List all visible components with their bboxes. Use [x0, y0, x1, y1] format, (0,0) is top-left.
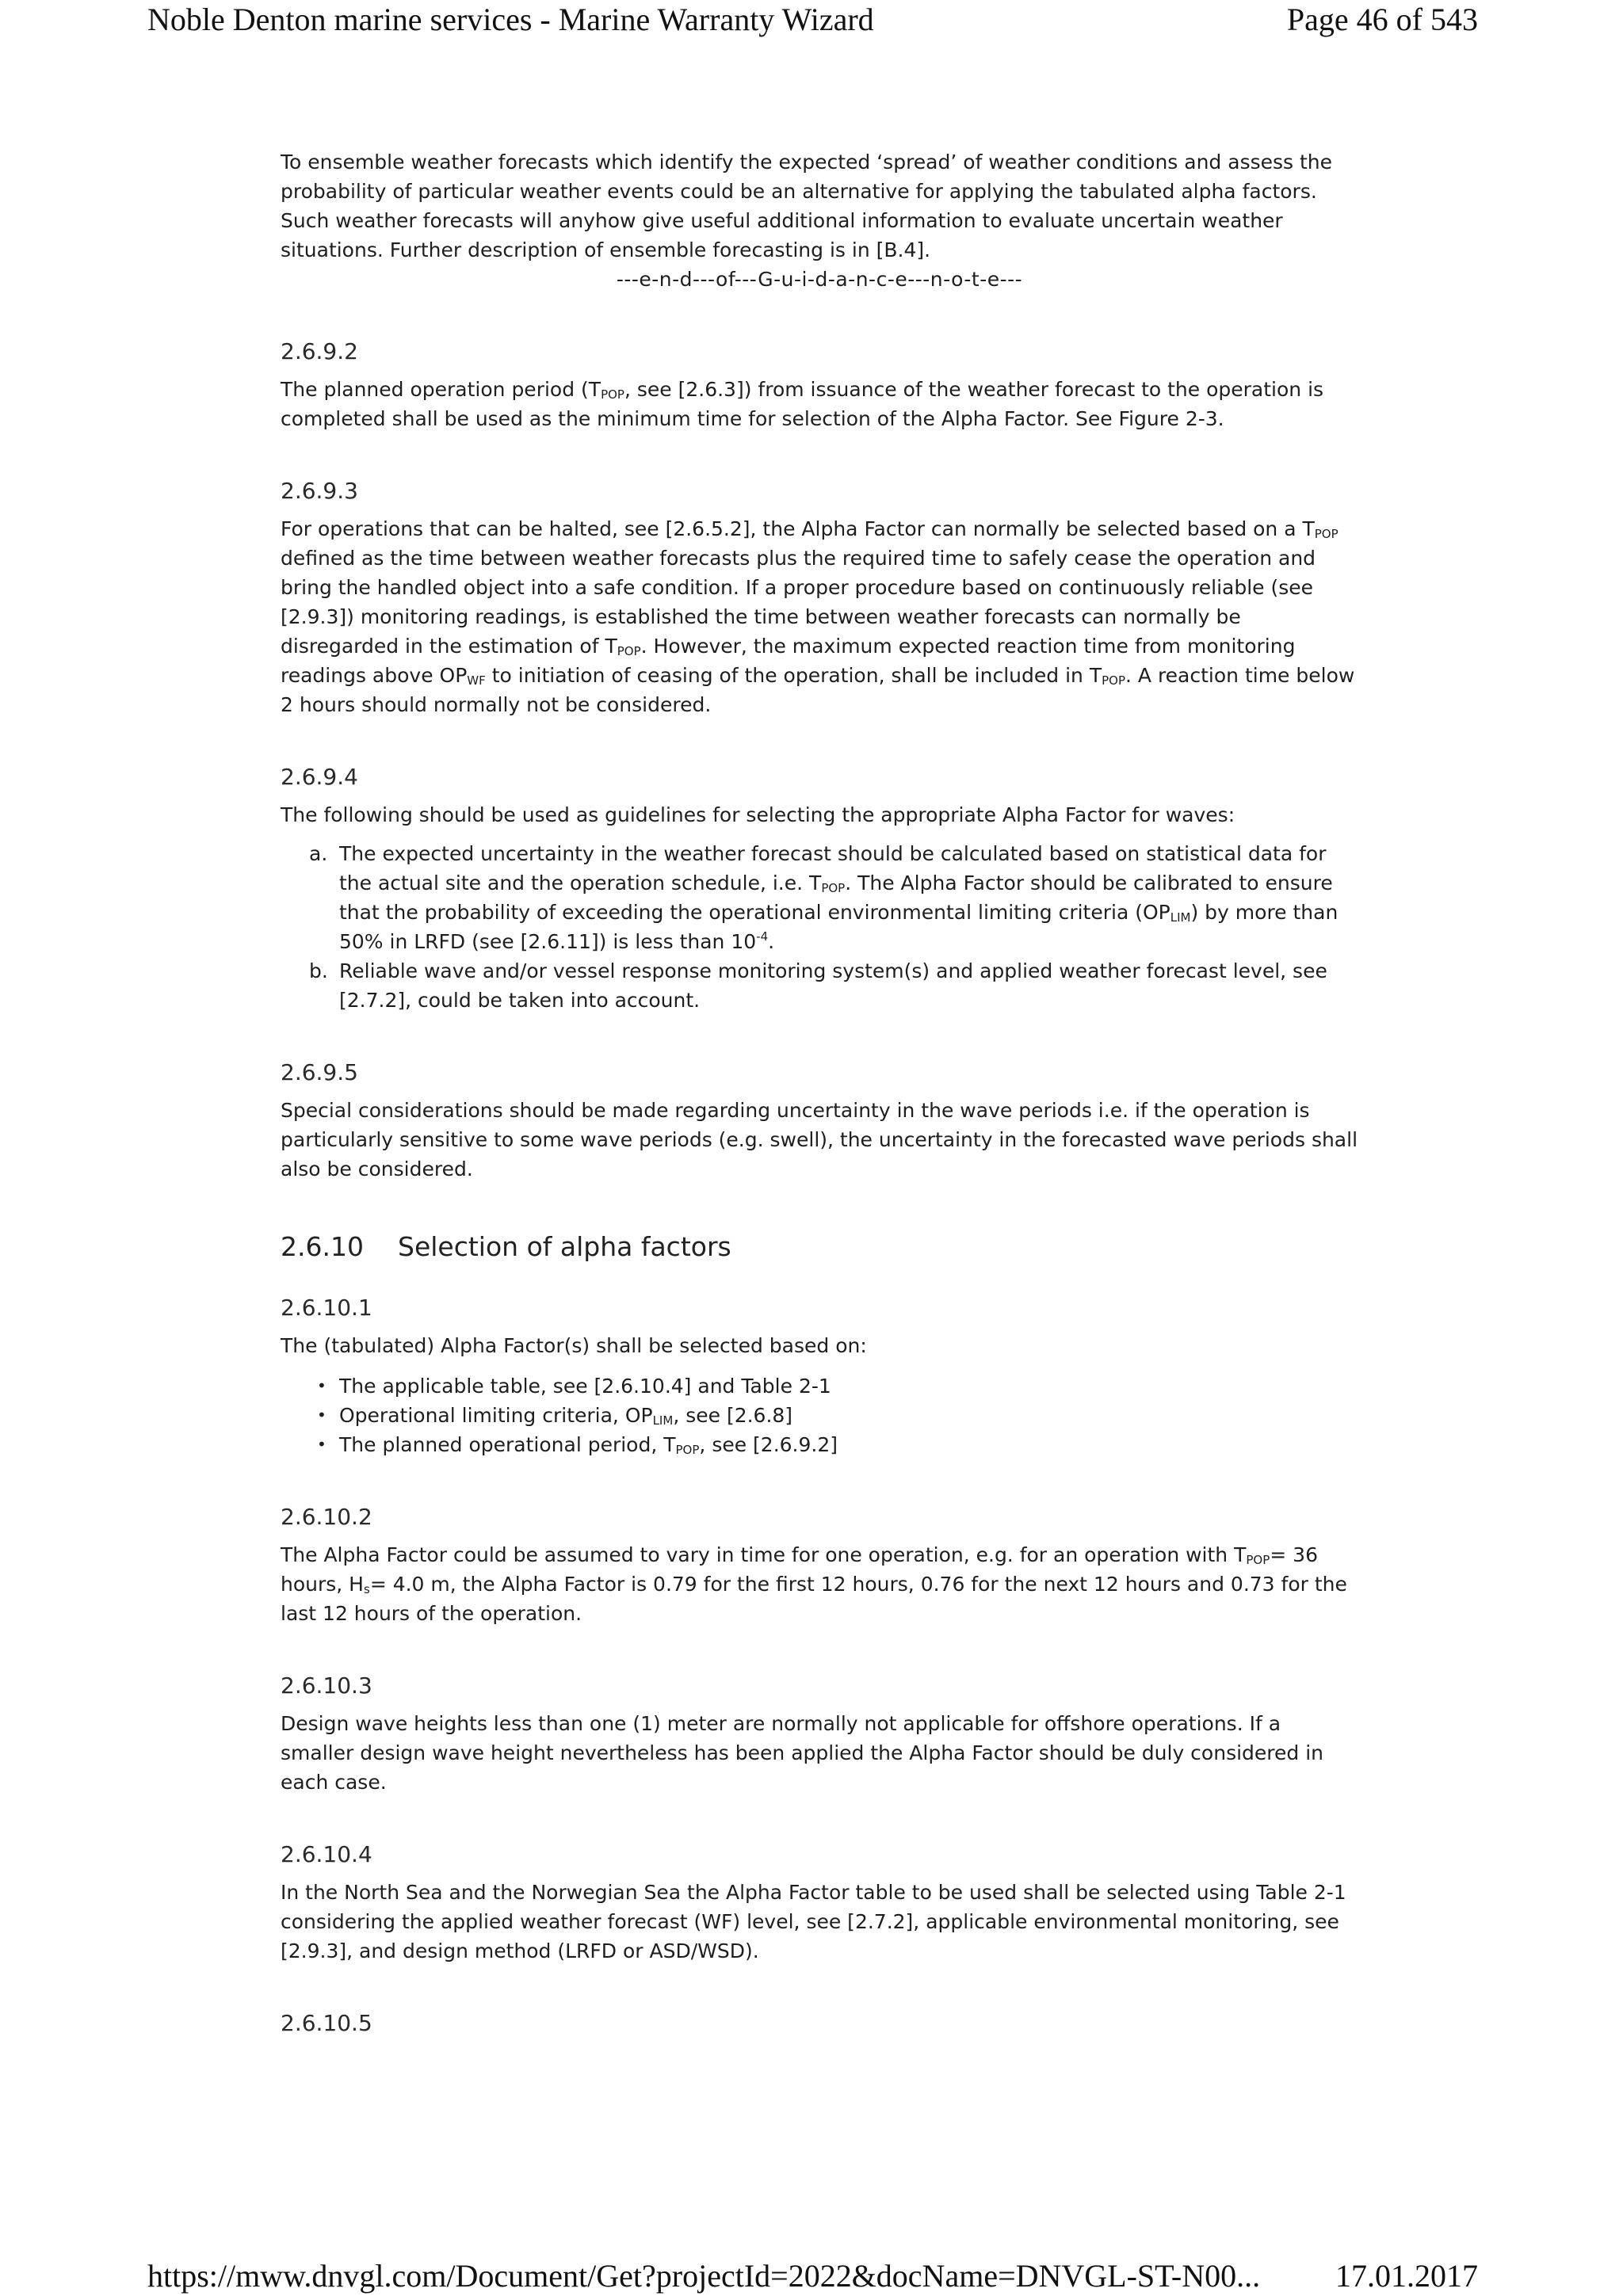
list-item: • The planned operational period, $T_{POP}$, see [2.6.9.2] — [339, 1430, 1358, 1459]
document-body — [281, 147, 1358, 2039]
list-marker: b. — [309, 959, 328, 982]
list-item: • Operational limiting criteria, $OP_{LIM}$, see [2.6.8] — [339, 1401, 1358, 1430]
list-item: • The applicable table, see [2.6.10.4] and Table 2-1 — [339, 1371, 1358, 1401]
section-2-6-10-3 — [281, 1671, 1358, 1797]
criteria-list — [281, 1371, 1358, 1459]
section-text: The (tabulated) Alpha Factor(s) shall be selected based on: — [281, 1334, 867, 1357]
section-text: For operations that can be halted, see [2.6.5.2], the Alpha Factor can normally be selected based on a $T_{POP}$ defined as the time between weather forecasts plus the required time to safely cease the operation and bring the handled object into a safe condition. If a proper procedure based on continuously reliable (see [2.9.3]) monitoring readings, is established the time between weather forecasts can normally be disregarded in the estimation of $T_{POP}$. However, the maximum expected reaction time from monitoring readings above $OP_{WF}$ to initiation of ceasing of the operation, shall be included in $T_{POP}$. A reaction time below 2 hours should normally not be considered. — [281, 517, 1355, 716]
section-number: 2.6.10.3 — [281, 1672, 372, 1699]
section-number: 2.6.10.4 — [281, 1841, 372, 1867]
page-number: Page 46 of 543 — [1286, 2, 1478, 37]
guidance-note-end: ---e-n-d---of---G-u-i-d-a-n-c-e---n-o-t-e--- — [616, 268, 1023, 291]
bullet-icon: • — [317, 1435, 327, 1454]
section-text: The planned operation period ($T_{POP}$, see [2.6.3]) from issuance of the weather forecast to the operation is completed shall be used as the minimum time for selection of the Alpha Factor. See Figure 2-3. — [281, 378, 1324, 430]
section-text: In the North Sea and the Norwegian Sea the Alpha Factor table to be used shall be selected using Table 2-1 considering the applied weather forecast (WF) level, see [2.7.2], applicable environmental monitoring, see [2.9.3], and design method (LRFD or ASD/WSD). — [281, 1881, 1346, 1962]
header-title: Noble Denton marine services - Marine Warranty Wizard — [147, 2, 874, 37]
section-2-6-9-2 — [281, 337, 1358, 433]
section-number: 2.6.10.1 — [281, 1295, 372, 1321]
section-text: The Alpha Factor could be assumed to vary in time for one operation, e.g. for an operation with $T_{POP}= 36$ hours, $H_s= 4.0$ m, the Alpha Factor is 0.79 for the first 12 hours, 0.76 for the next 12 hours and 0.73 for the last 12 hours of the operation. — [281, 1543, 1347, 1625]
section-number: 2.6.9.2 — [281, 338, 358, 364]
list-item: b. Reliable wave and/or vessel response monitoring system(s) and applied weather forecast level, see [2.7.2], could be taken into account. — [339, 956, 1358, 1015]
ensemble-paragraph: To ensemble weather forecasts which identify the expected ‘spread’ of weather conditions and assess the probability of particular weather events could be an alternative for applying the tabulated alpha factors. Such weather forecasts will anyhow give useful additional information to evaluate uncertain weather situations. Further description of ensemble forecasting is in [B.4]. — [281, 151, 1333, 261]
section-text: The following should be used as guidelines for selecting the appropriate Alpha Factor for waves: — [281, 803, 1235, 826]
list-marker: a. — [309, 842, 328, 865]
subsection-heading: 2.6.10 Selection of alpha factors — [281, 1231, 731, 1262]
guideline-list — [281, 839, 1358, 1015]
bullet-icon: • — [317, 1405, 327, 1425]
section-number: 2.6.9.3 — [281, 478, 358, 504]
section-2-6-10-1 — [281, 1293, 1358, 1459]
section-2-6-10-5 — [281, 2008, 1358, 2039]
section-text: Special considerations should be made regarding uncertainty in the wave periods i.e. if the operation is particularly sensitive to some wave periods (e.g. swell), the uncertainty in the forecasted wave periods shall also be considered. — [281, 1099, 1358, 1180]
list-item: a. The expected uncertainty in the weather forecast should be calculated based on statistical data for the actual site and the operation schedule, i.e. $T_{POP}$. The Alpha Factor should be calibrated to ensure that the probability of exceeding the operational environmental limiting criteria $(OP_{LIM})$ by more than 50% in LRFD (see [2.6.11]) is less than $10^{-4}$. — [339, 839, 1358, 956]
footer-date: 17.01.2017 — [1335, 2258, 1478, 2294]
section-number: 2.6.10.2 — [281, 1504, 372, 1530]
section-2-6-9-5 — [281, 1058, 1358, 1184]
section-number: 2.6.10.5 — [281, 2010, 372, 2036]
footer-url: https://mww.dnvgl.com/Document/Get?projectId=2022&docName=DNVGL-ST-N00... — [147, 2258, 1261, 2294]
section-2-6-10-4 — [281, 1840, 1358, 1966]
section-2-6-9-3 — [281, 476, 1358, 719]
section-number: 2.6.9.5 — [281, 1059, 358, 1085]
bullet-icon: • — [317, 1376, 327, 1395]
section-2-6-10-2 — [281, 1502, 1358, 1628]
section-2-6-9-4 — [281, 762, 1358, 1015]
section-number: 2.6.9.4 — [281, 764, 358, 790]
section-text: Design wave heights less than one (1) meter are normally not applicable for offshore operations. If a smaller design wave height nevertheless has been applied the Alpha Factor should be duly considered in each case. — [281, 1712, 1324, 1794]
